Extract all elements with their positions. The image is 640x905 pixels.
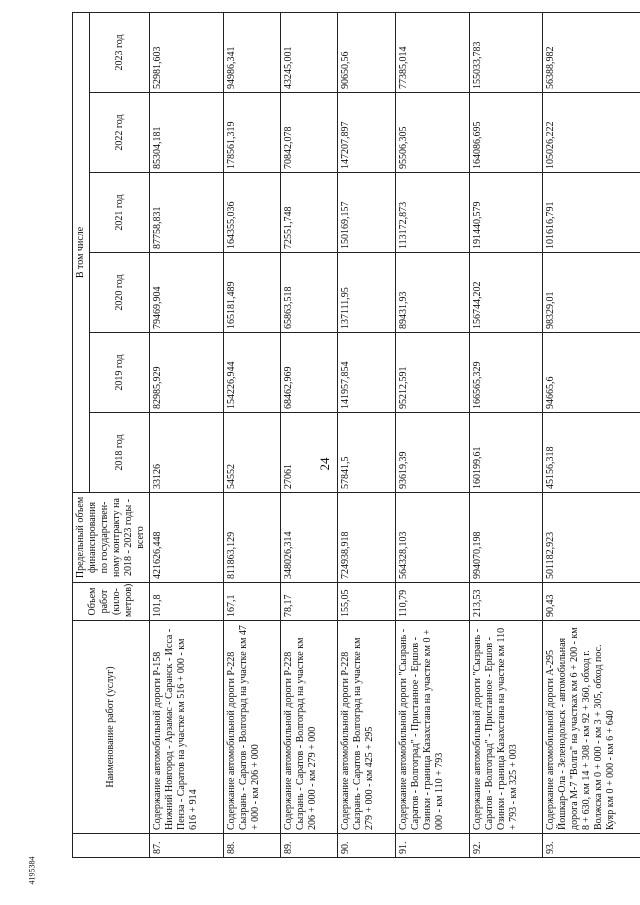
row-year-value: 98329,01	[543, 253, 640, 333]
header-year: 2022 год	[90, 93, 150, 173]
header-index	[73, 834, 150, 858]
row-year-value: 95212,591	[395, 333, 469, 413]
row-year-value: 87758,831	[150, 173, 224, 253]
row-year-value: 137111,95	[338, 253, 395, 333]
row-volume: 90,43	[543, 583, 640, 621]
row-name: Содержание автомобильной дороги Р-228 Сызрань - Саратов - Волгоград на участке км 279 + 000 - км 425 + 295	[338, 621, 395, 834]
header-volume: Объем работ (кило-метров)	[73, 583, 150, 621]
table-row	[281, 12, 338, 857]
row-total: 564328,103	[395, 493, 469, 583]
row-volume: 101,8	[150, 583, 224, 621]
row-year-value: 113172,873	[395, 173, 469, 253]
header-including: В том числе	[73, 12, 90, 492]
row-year-value: 89431,93	[395, 253, 469, 333]
row-year-value: 164086,695	[469, 93, 543, 173]
row-index: 89.	[281, 834, 338, 858]
row-year-value: 45156,318	[543, 413, 640, 493]
table-row	[338, 12, 395, 857]
row-year-value: 33126	[150, 413, 224, 493]
row-year-value: 160199,61	[469, 413, 543, 493]
row-year-value: 150169,157	[338, 173, 395, 253]
row-name: Содержание автомобильной дороги Р-228 Сызрань - Саратов - Волгоград на участке км 47 + 000 - км 206 + 000	[223, 621, 280, 834]
row-index: 91.	[395, 834, 469, 858]
row-name: Содержание автомобильной дороги Р-158 Нижний Новгород - Арзамас - Саранск - Исса - Пенза - Саратов на участке км 516 + 000 - км 616 + 914	[150, 621, 224, 834]
row-year-value: 56388,982	[543, 12, 640, 92]
row-name: Содержание автомобильной дороги А-295 Йошкар-Ола - Зеленодольск - автомобильная дорога М-7 "Волга" на участках км 6 + 200 - км 8 + 630, км 14 + 308 - км 92 + 360, обход г. Волжска км 0 + 000 - км 3 + 305, обход пос. Куяр км 0 + 000 - км 6 + 640	[543, 621, 640, 834]
row-year-value: 95506,305	[395, 93, 469, 173]
row-name: Содержание автомобильной дороги Р-228 Сызрань - Саратов - Волгоград на участке км 206 + 000 - км 279 + 000	[281, 621, 338, 834]
row-year-value: 82985,929	[150, 333, 224, 413]
row-year-value: 94986,341	[223, 12, 280, 92]
row-year-value: 79469,904	[150, 253, 224, 333]
table-row	[469, 12, 543, 857]
row-year-value: 166565,329	[469, 333, 543, 413]
document-id: 4195384	[27, 856, 37, 885]
row-year-value: 154226,944	[223, 333, 280, 413]
page-number: 24	[317, 457, 332, 471]
rotated-table-wrapper	[72, 13, 617, 858]
header-year: 2020 год	[90, 253, 150, 333]
row-year-value: 101616,791	[543, 173, 640, 253]
row-year-value: 141957,854	[338, 333, 395, 413]
row-year-value: 164355,036	[223, 173, 280, 253]
row-year-value: 178561,319	[223, 93, 280, 173]
header-year: 2019 год	[90, 333, 150, 413]
row-index: 90.	[338, 834, 395, 858]
row-year-value: 94665,6	[543, 333, 640, 413]
row-year-value: 165181,489	[223, 253, 280, 333]
row-total: 811863,129	[223, 493, 280, 583]
row-year-value: 43245,001	[281, 12, 338, 92]
header-year: 2023 год	[90, 12, 150, 92]
row-year-value: 85304,181	[150, 93, 224, 173]
row-year-value: 191440,579	[469, 173, 543, 253]
header-year: 2018 год	[90, 413, 150, 493]
row-year-value: 54552	[223, 413, 280, 493]
row-year-value: 77385,014	[395, 12, 469, 92]
row-volume: 213,53	[469, 583, 543, 621]
table-row	[543, 12, 640, 857]
financing-table	[72, 12, 640, 858]
row-year-value: 57841,5	[338, 413, 395, 493]
row-year-value: 156744,202	[469, 253, 543, 333]
table-row	[150, 12, 224, 857]
table-row	[395, 12, 469, 857]
row-year-value: 70842,078	[281, 93, 338, 173]
header-name: Наименование работ (услуг)	[73, 621, 150, 834]
row-year-value: 93619,39	[395, 413, 469, 493]
row-total: 348026,314	[281, 493, 338, 583]
row-total: 421626,448	[150, 493, 224, 583]
row-year-value: 27061	[281, 413, 338, 493]
row-index: 87.	[150, 834, 224, 858]
row-year-value: 65863,518	[281, 253, 338, 333]
header-limit: Предельный объем финансирования по государствен-ному контракту на 2018 - 2023 годы - всего	[73, 493, 150, 583]
row-year-value: 72551,748	[281, 173, 338, 253]
row-volume: 155,05	[338, 583, 395, 621]
row-year-value: 90650,56	[338, 12, 395, 92]
row-year-value: 155033,783	[469, 12, 543, 92]
row-name: Содержание автомобильной дороги "Сызрань - Саратов - Волгоград" - Пристанное - Ершов - Озинки - граница Казахстана на участке км 110 + 793 - км 325 + 003	[469, 621, 543, 834]
row-volume: 110,79	[395, 583, 469, 621]
row-index: 88.	[223, 834, 280, 858]
row-year-value: 68462,969	[281, 333, 338, 413]
row-index: 93.	[543, 834, 640, 858]
row-volume: 78,17	[281, 583, 338, 621]
row-year-value: 105026,222	[543, 93, 640, 173]
row-total: 724938,918	[338, 493, 395, 583]
row-total: 994070,198	[469, 493, 543, 583]
row-index: 92.	[469, 834, 543, 858]
row-year-value: 52981,603	[150, 12, 224, 92]
row-total: 501182,923	[543, 493, 640, 583]
row-year-value: 147207,897	[338, 93, 395, 173]
header-year: 2021 год	[90, 173, 150, 253]
row-volume: 167,1	[223, 583, 280, 621]
table-row	[223, 12, 280, 857]
row-name: Содержание автомобильной дороги "Сызрань - Саратов - Волгоград" - Пристанное - Ершов - Озинки - граница Казахстана на участке км 0 + 000 - км 110 + 793	[395, 621, 469, 834]
